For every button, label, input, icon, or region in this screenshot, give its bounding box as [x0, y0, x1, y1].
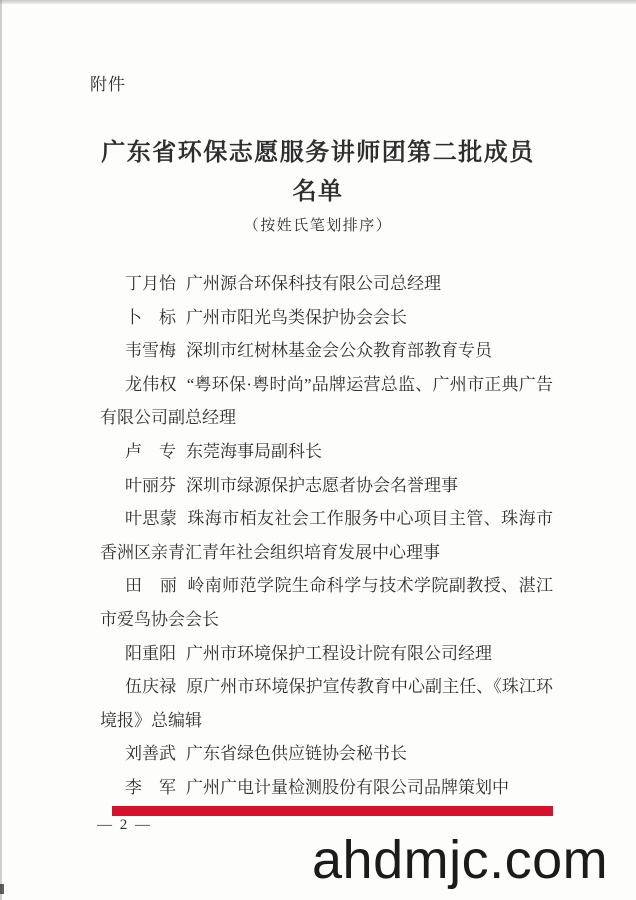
member-title: 深圳市红树林基金会公众教育部教育专员 [186, 341, 492, 361]
scan-edge-mark [0, 884, 4, 894]
member-title: 深圳市绿源保护志愿者协会名誉理事 [186, 475, 458, 495]
member-row [0, 502, 636, 569]
member-name: 韦雪梅 [125, 341, 176, 361]
scan-edge-top [0, 0, 636, 4]
member-title: 广州市环境保护工程设计院有限公司经理 [186, 643, 492, 663]
member-row [0, 301, 636, 335]
sort-note: （按姓氏笔划排序） [243, 218, 393, 234]
watermark-text: ahdmjc.com [312, 830, 609, 890]
member-title: 原广州市环境保护宣传教育中心副主任、《珠江环境报》总编辑 [100, 677, 553, 730]
document-title-line2: 名单 [292, 179, 344, 205]
member-name: 伍庆禄 [125, 677, 177, 697]
member-title: 广州广电计量检测股份有限公司品牌策划中 [186, 777, 509, 797]
member-row [0, 469, 636, 503]
member-title: “粤环保·粤时尚”品牌运营总监、广州市正典广告有限公司副总经理 [100, 374, 553, 428]
document-title-line1: 广东省环保志愿服务讲师团第二批成员 [101, 140, 535, 166]
attachment-label: 附件 [90, 75, 126, 94]
member-name: 阳重阳 [125, 643, 176, 663]
member-title: 广东省绿色供应链协会秘书长 [186, 744, 407, 764]
member-title: 珠海市栢友社会工作服务中心项目主管、珠海市香洲区亲青汇青年社会组织培育发展中心理事 [100, 509, 554, 562]
member-name: 卜 标 [125, 307, 176, 327]
member-title: 广州市阳光鸟类保护协会会长 [186, 307, 407, 327]
member-row [0, 637, 636, 671]
member-title: 岭南师范学院生命科学与技术学院副教授、湛江市爱鸟协会会长 [100, 576, 554, 629]
member-row [0, 569, 636, 636]
member-name: 龙伟权 [125, 374, 177, 394]
member-row [0, 670, 636, 737]
member-row [0, 737, 636, 771]
member-name: 田 丽 [125, 576, 178, 596]
member-row [0, 334, 636, 368]
member-name: 丁月怡 [125, 274, 176, 293]
redaction-bar [112, 806, 553, 816]
member-name: 卢 专 [125, 441, 176, 461]
member-list [0, 267, 636, 805]
member-name: 叶丽芬 [125, 475, 176, 495]
member-name: 叶思蒙 [125, 509, 178, 529]
member-title: 广州源合环保科技有限公司总经理 [186, 274, 441, 293]
document-title [0, 134, 636, 212]
member-row [0, 267, 636, 301]
page-number: — 2 — [97, 817, 152, 833]
member-row [0, 771, 636, 805]
member-name: 李 军 [125, 777, 176, 797]
member-title: 东莞海事局副科长 [186, 441, 322, 461]
member-row [0, 368, 636, 435]
member-row [0, 435, 636, 469]
member-name: 刘善武 [125, 744, 176, 764]
